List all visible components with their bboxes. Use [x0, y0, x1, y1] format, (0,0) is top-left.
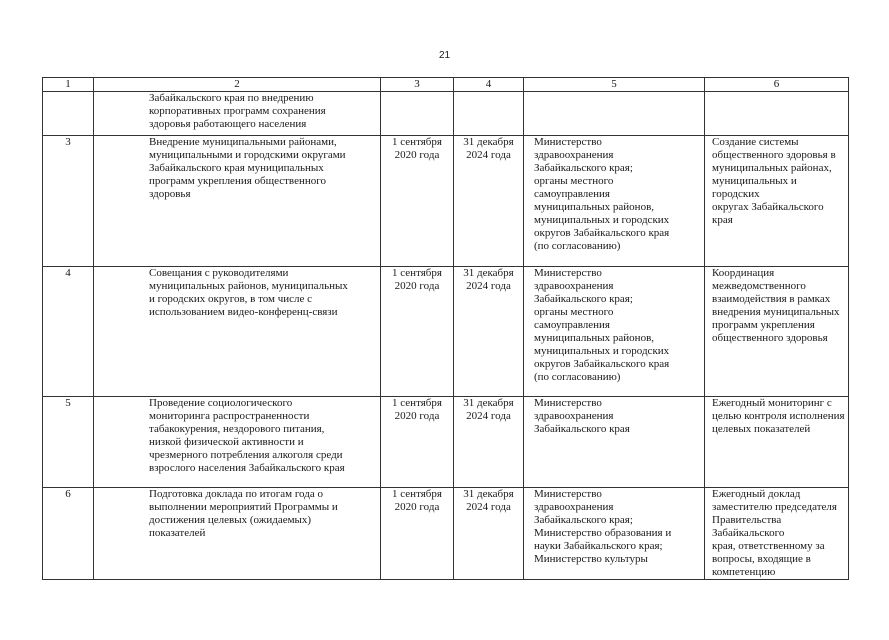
end-date-cell: 31 декабря 2024 года: [454, 267, 524, 397]
result-cell: Координация межведомственного взаимодействия в рамках внедрения муниципальных программ укрепления общественного здоровья: [705, 267, 849, 397]
end-date-cell: 31 декабря 2024 года: [454, 136, 524, 267]
column-header: 6: [705, 78, 849, 92]
event-cell: Проведение социологического мониторинга распространенности табакокурения, нездорового питания, низкой физической активности и чрезмерного потребления алкоголя среди взрослого населения Забайкальского края: [94, 397, 381, 488]
result-cell: Создание системы общественного здоровья в муниципальных районах, муниципальных и городских округах Забайкальского края: [705, 136, 849, 267]
start-date-cell: 1 сентября 2020 года: [381, 267, 454, 397]
responsible-cell: Министерство здравоохранения Забайкальского края: [524, 397, 705, 488]
start-date-cell: 1 сентября 2020 года: [381, 136, 454, 267]
row-number: 5: [43, 397, 94, 488]
result-cell: Ежегодный доклад заместителю председателя Правительства Забайкальского края, ответственному за вопросы, входящие в компетенцию: [705, 488, 849, 580]
result-cell: Ежегодный мониторинг с целью контроля исполнения целевых показателей: [705, 397, 849, 488]
responsible-cell: Министерство здравоохранения Забайкальского края; органы местного самоуправления муниципальных районов, муниципальных и городских округов Забайкальского края (по согласованию): [524, 267, 705, 397]
table-row: [43, 267, 849, 397]
table-row: [43, 136, 849, 267]
row-number: 6: [43, 488, 94, 580]
page-number: 21: [438, 50, 451, 61]
table-row: [43, 92, 849, 136]
table-row: [43, 397, 849, 488]
table-row: [43, 488, 849, 580]
column-header: 4: [454, 78, 524, 92]
column-header: 2: [94, 78, 381, 92]
end-date-cell: 31 декабря 2024 года: [454, 397, 524, 488]
row-number: 4: [43, 267, 94, 397]
event-cell: Забайкальского края по внедрению корпоративных программ сохранения здоровья работающего населения: [94, 92, 381, 136]
event-cell: Подготовка доклада по итогам года о выполнении мероприятий Программы и достижения целевых (ожидаемых) показателей: [94, 488, 381, 580]
row-number: [43, 92, 94, 136]
result-cell: [705, 92, 849, 136]
event-cell: Внедрение муниципальными районами, муниципальными и городскими округами Забайкальского края муниципальных программ укрепления общественного здоровья: [94, 136, 381, 267]
start-date-cell: [381, 92, 454, 136]
responsible-cell: Министерство здравоохранения Забайкальского края; Министерство образования и науки Забайкальского края; Министерство культуры: [524, 488, 705, 580]
column-header: 1: [43, 78, 94, 92]
column-header: 3: [381, 78, 454, 92]
responsible-cell: [524, 92, 705, 136]
start-date-cell: 1 сентября 2020 года: [381, 397, 454, 488]
event-cell: Совещания с руководителями муниципальных районов, муниципальных и городских округов, в том числе с использованием видео-конференц-связи: [94, 267, 381, 397]
column-header: 5: [524, 78, 705, 92]
events-table: [42, 77, 849, 580]
end-date-cell: 31 декабря 2024 года: [454, 488, 524, 580]
row-number: 3: [43, 136, 94, 267]
start-date-cell: 1 сентября 2020 года: [381, 488, 454, 580]
table-header-row: [43, 78, 849, 92]
responsible-cell: Министерство здравоохранения Забайкальского края; органы местного самоуправления муниципальных районов, муниципальных и городских округов Забайкальского края (по согласованию): [524, 136, 705, 267]
end-date-cell: [454, 92, 524, 136]
